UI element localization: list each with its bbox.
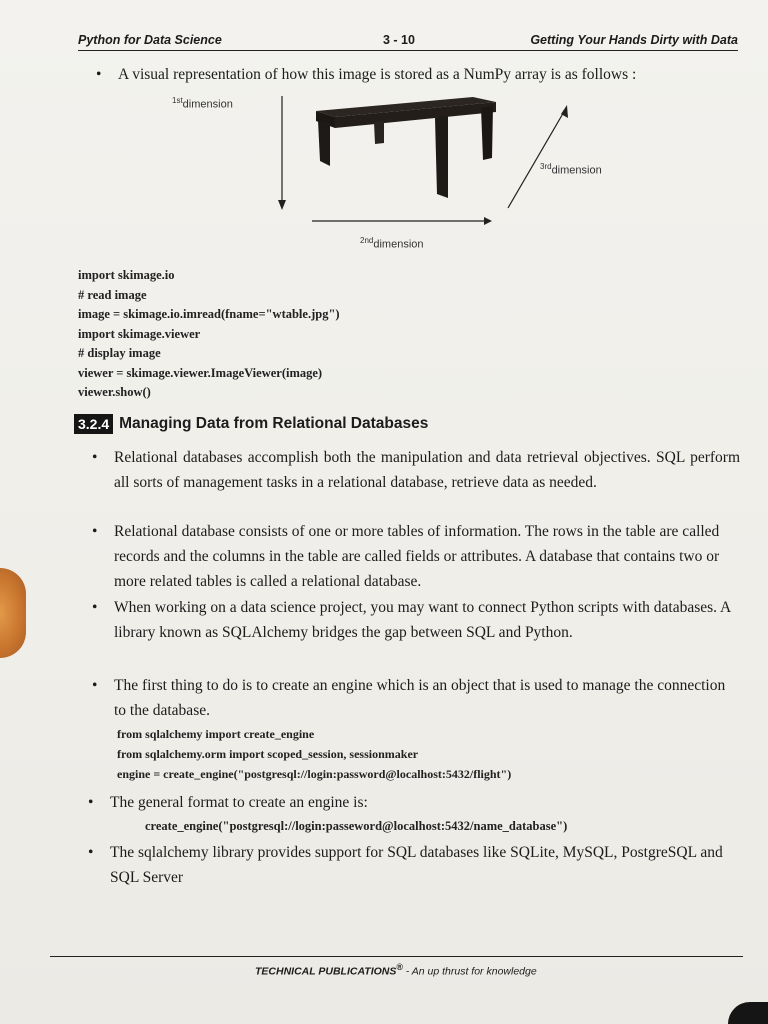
list-item bbox=[88, 790, 740, 815]
corner-shadow bbox=[728, 1002, 768, 1024]
page-footer bbox=[255, 962, 537, 978]
intro-bullet bbox=[96, 62, 740, 87]
section-heading bbox=[74, 414, 428, 434]
sqlalchemy-code-block bbox=[117, 724, 511, 784]
header-page-number: 3 - 10 bbox=[383, 33, 415, 47]
code-line: image = skimage.io.imread(fname="wtable.jpg") bbox=[78, 307, 340, 321]
thumb-shadow bbox=[0, 568, 26, 658]
list-item-text: Relational database consists of one or more tables of information. The rows in the table are called records and the columns in the table are called fields or attributes. A database that contains two or more related tables is called a relational database. bbox=[114, 523, 720, 590]
section-title: Managing Data from Relational Databases bbox=[119, 415, 429, 432]
code-line: # read image bbox=[78, 287, 147, 302]
list-item-text: The first thing to do is to create an engine which is an object that is used to manage the connection to the database. bbox=[114, 677, 726, 719]
first-dimension-arrowhead bbox=[278, 200, 286, 210]
first-dimension-label: $^{1st}$dimension bbox=[172, 96, 233, 111]
list-item-text: Relational databases accomplish both the manipulation and data retrieval objectives. SQL perform all sorts of management tasks in a relational database, retrieve data as needed. bbox=[114, 449, 740, 491]
footer-divider bbox=[50, 956, 743, 957]
footer-publisher: TECHNICAL PUBLICATIONS bbox=[255, 965, 397, 978]
second-dimension-arrowhead bbox=[484, 217, 492, 225]
list-item bbox=[88, 840, 740, 890]
code-line: from sqlalchemy import create_engine bbox=[117, 727, 315, 741]
code-line: import skimage.viewer bbox=[78, 326, 201, 341]
code-line: viewer.show() bbox=[78, 385, 151, 399]
list-item bbox=[92, 445, 740, 495]
code-line: import skimage.io bbox=[78, 268, 175, 282]
list-item-text: When working on a data science project, you may want to connect Python scripts with databases. A library known as SQLAlchemy bridges the gap between SQL and Python. bbox=[114, 599, 731, 641]
header-chapter-title: Getting Your Hands Dirty with Data bbox=[530, 33, 738, 47]
engine-format-code bbox=[145, 817, 567, 837]
intro-bullet-text: A visual representation of how this image is stored as a NumPy array is as follows : bbox=[118, 66, 637, 83]
registered-mark: ® bbox=[396, 962, 403, 972]
bullet-icon: • bbox=[88, 844, 94, 861]
code-line: engine = create_engine("postgresql://login:password@localhost:5432/flight") bbox=[117, 767, 512, 781]
running-header bbox=[78, 24, 738, 51]
list-item bbox=[92, 673, 740, 723]
bullet-icon: • bbox=[92, 677, 98, 694]
code-line: create_engine("postgresql://login:passeword@localhost:5432/name_database") bbox=[145, 819, 568, 833]
bullet-icon: • bbox=[96, 66, 102, 83]
footer-tagline: - An up thrust for knowledge bbox=[402, 965, 537, 978]
list-item-text: The general format to create an engine is: bbox=[110, 794, 368, 811]
bullet-icon: • bbox=[88, 794, 94, 811]
header-book-title: Python for Data Science bbox=[78, 33, 222, 47]
code-line: # display image bbox=[78, 346, 161, 360]
code-line: viewer = skimage.viewer.ImageViewer(image) bbox=[78, 365, 323, 380]
code-line: from sqlalchemy.orm import scoped_session, sessionmaker bbox=[117, 747, 419, 761]
section-number: 3.2.4 bbox=[74, 414, 113, 434]
bullet-icon: • bbox=[92, 523, 98, 540]
third-dimension-arrow bbox=[508, 110, 565, 208]
list-item bbox=[92, 595, 740, 645]
bullet-icon: • bbox=[92, 449, 98, 466]
third-dimension-label: $^{3rd}$dimension bbox=[540, 162, 602, 177]
list-item-text: The sqlalchemy library provides support for SQL databases like SQLite, MySQL, PostgreSQL and SQL Server bbox=[110, 844, 723, 886]
second-dimension-label: $^{2nd}$dimension bbox=[360, 236, 424, 251]
bullet-icon: • bbox=[92, 599, 98, 616]
skimage-code-block bbox=[78, 266, 340, 403]
wooden-table-image bbox=[316, 97, 496, 198]
list-item bbox=[92, 519, 740, 594]
